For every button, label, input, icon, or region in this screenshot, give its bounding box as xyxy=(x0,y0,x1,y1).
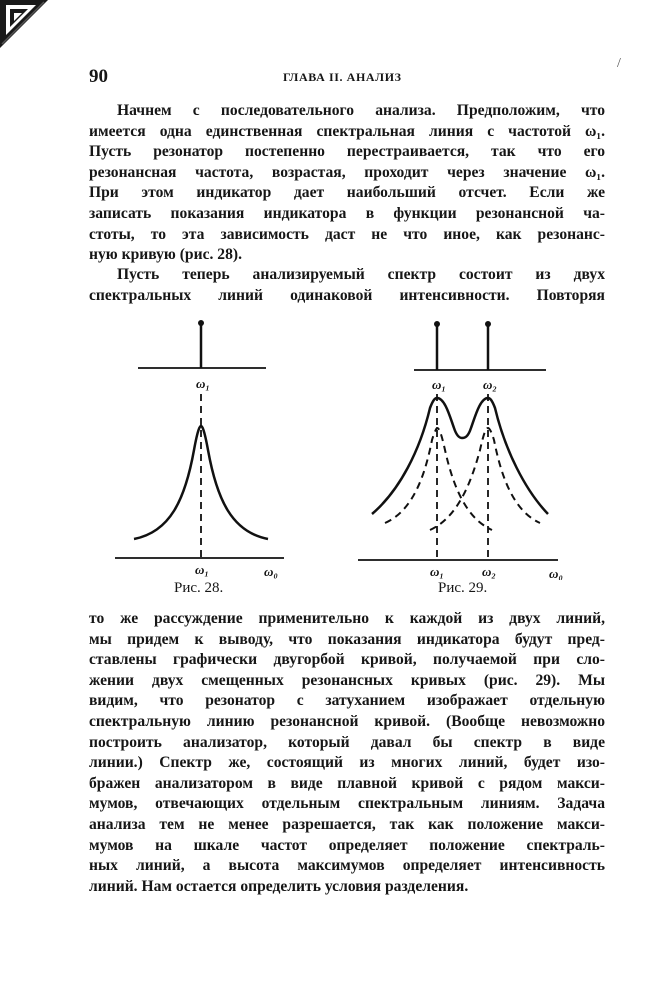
fig28-top-label: ω₁ xyxy=(196,376,210,391)
text-line: мы придем к выводу, что показания индикатора будут пред- xyxy=(89,630,605,648)
fig29-axis-tick-label-1: ω₁ xyxy=(430,564,444,579)
text-line: записать показания индикатора в функции резонансной ча- xyxy=(89,204,605,222)
text-line: ную кривую (рис. 28). xyxy=(89,246,242,264)
text-line: жении двух смещенных резонансных кривых (рис. 29). Мы xyxy=(89,671,605,689)
text-line: спектральных линий одинаковой интенсивности. Повторяя xyxy=(89,286,605,304)
text-line: ставлены графически двугорбой кривой, получаемой при сло- xyxy=(89,651,605,669)
fig29-axis-tick-label-2: ω₂ xyxy=(482,564,496,579)
running-head: ГЛАВА II. АНАЛИЗ xyxy=(283,70,402,84)
text-line: При этом индикатор дает наибольший отсчет. Если же xyxy=(89,184,605,202)
text-line: бражен анализатором в виде плавной кривой с рядом макси- xyxy=(89,774,605,792)
text-line: мумов на шкале частот определяет положение спектраль- xyxy=(89,836,605,854)
page-number: 90 xyxy=(89,66,108,87)
fig28-axis-label: ω₀ xyxy=(264,564,278,579)
text-line: видим, что резонатор с затуханием изображает отдельную xyxy=(89,692,605,710)
text-line: то же рассуждение применительно к каждой из двух линий, xyxy=(89,610,605,627)
figure-28-caption: Рис. 28. xyxy=(174,580,224,596)
figures-28-29 xyxy=(100,310,580,580)
text-line: ных линий, а высота максимумов определяет интенсивность xyxy=(89,857,605,875)
text-line: построить анализатор, который давал бы спектр в виде xyxy=(89,733,605,751)
fig29-top-label-2: ω₂ xyxy=(483,377,497,392)
text-line: линий. Нам остается определить условия разделения. xyxy=(89,877,469,895)
text-line: Пусть теперь анализируемый спектр состоит из двух xyxy=(117,266,605,283)
fig28-line-dot xyxy=(198,320,204,326)
margin-mark: / xyxy=(617,56,621,71)
fig28-axis-tick-label: ω₁ xyxy=(195,562,209,577)
fig29-line-2-dot xyxy=(485,321,491,327)
text-line: Пусть резонатор постепенно перестраивается, так что его xyxy=(89,143,605,161)
fig29-line-1-dot xyxy=(434,321,440,327)
text-line: имеется одна единственная спектральная линия с частотой ω₁. xyxy=(89,122,605,140)
text-line: мумов, отвечающих отдельным спектральным линиям. Задача xyxy=(89,795,605,813)
paragraph-2 xyxy=(89,265,605,306)
paragraph-3 xyxy=(89,609,605,897)
figure-29 xyxy=(358,321,563,580)
text-line: линии.) Спектр же, состоящий из многих линий, будет изо- xyxy=(89,754,605,772)
figure-28 xyxy=(115,320,284,579)
text-line: резонансная частота, возрастая, проходит через значение ω₁. xyxy=(89,163,605,181)
paragraph-1 xyxy=(89,101,605,266)
text-line: Начнем с последовательного анализа. Предположим, что xyxy=(117,102,605,119)
text-line: анализа тем не менее разрешается, так как положение макси- xyxy=(89,815,605,833)
text-line: стоты, то эта зависимость даст не что иное, как резонанс- xyxy=(89,225,605,243)
figure-29-caption: Рис. 29. xyxy=(438,580,488,596)
fig29-top-label-1: ω₁ xyxy=(432,377,446,392)
corner-ornament xyxy=(0,0,50,50)
fig29-axis-label: ω₀ xyxy=(549,566,563,580)
text-line: спектральную линию резонансной кривой. (Вообще невозможно xyxy=(89,712,605,730)
